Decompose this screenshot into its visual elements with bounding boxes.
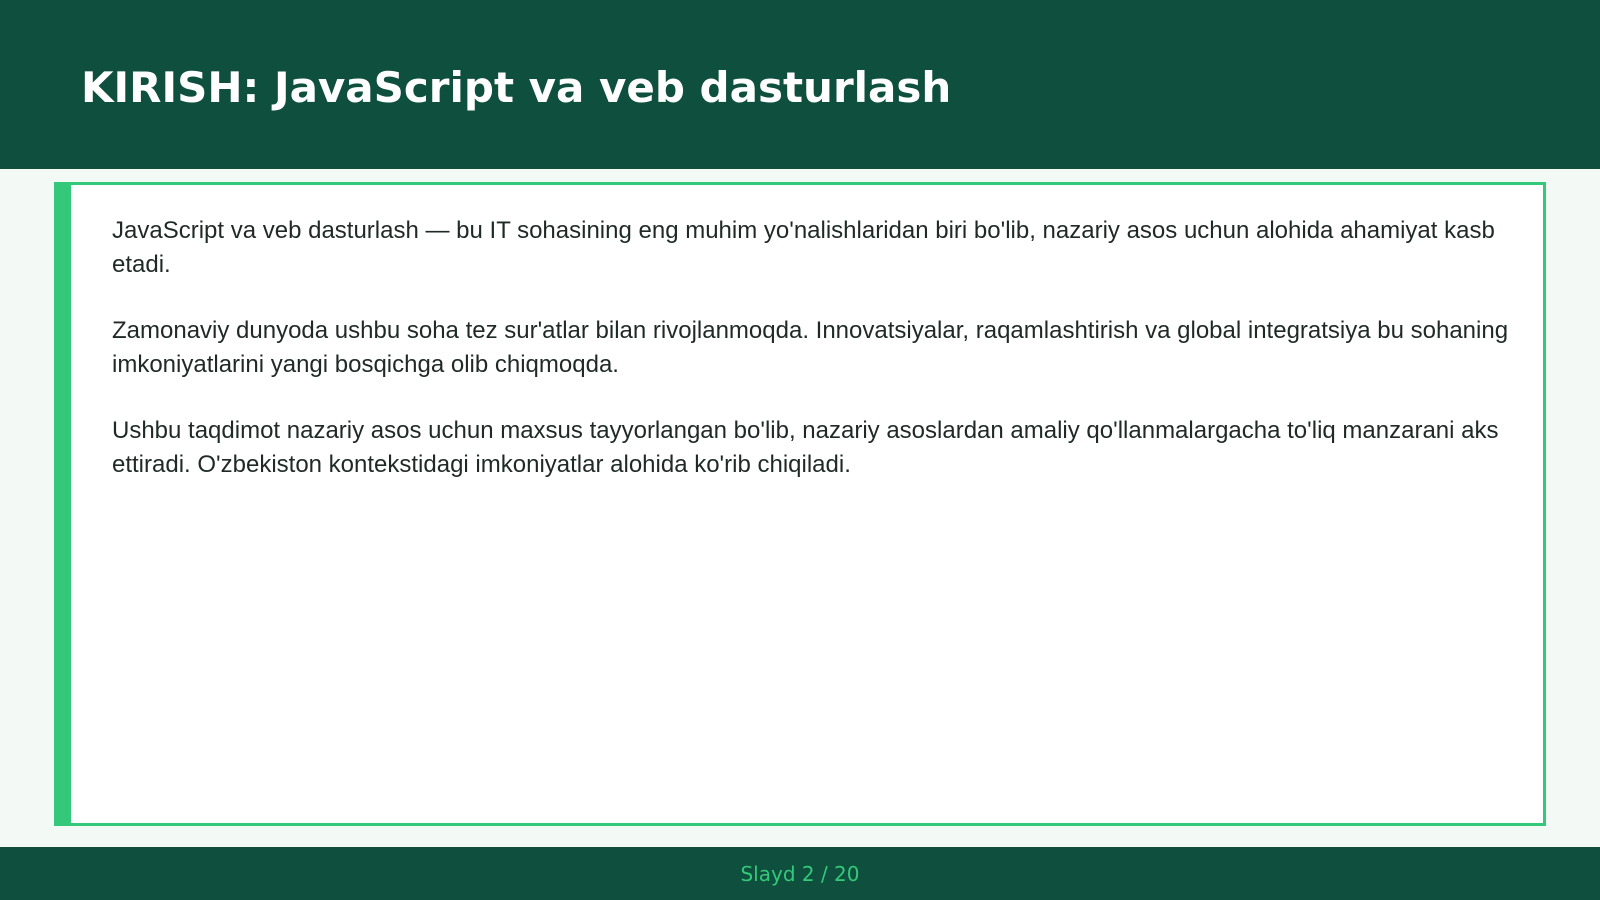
paragraph-modern-world: Zamonaviy dunyoda ushbu soha tez sur'atlar bilan rivojlanmoqda. Innovatsiyalar, raqamlashtirish va global integratsiya bu sohaning imkoniyatlarini yangi bosqichga olib chiqmoqda. — [112, 317, 1509, 378]
slide-footer — [0, 847, 1600, 900]
paragraph-intro: JavaScript va veb dasturlash — bu IT sohasining eng muhim yo'nalishlaridan biri bo'lib, nazariy asos uchun alohida ahamiyat kasb etadi. — [112, 217, 1495, 278]
content-card — [54, 182, 1546, 826]
paragraph-presentation-purpose: Ushbu taqdimot nazariy asos uchun maxsus tayyorlangan bo'lib, nazariy asoslardan amaliy qo'llanmalargacha to'liq manzarani aks ettiradi. O'zbekiston kontekstidagi imkoniyatlar alohida ko'rib chiqiladi. — [112, 417, 1499, 478]
slide-header — [0, 0, 1600, 169]
slide-counter: Slayd 2 / 20 — [740, 862, 860, 886]
slide-title: KIRISH: JavaScript va veb dasturlash — [81, 63, 952, 112]
